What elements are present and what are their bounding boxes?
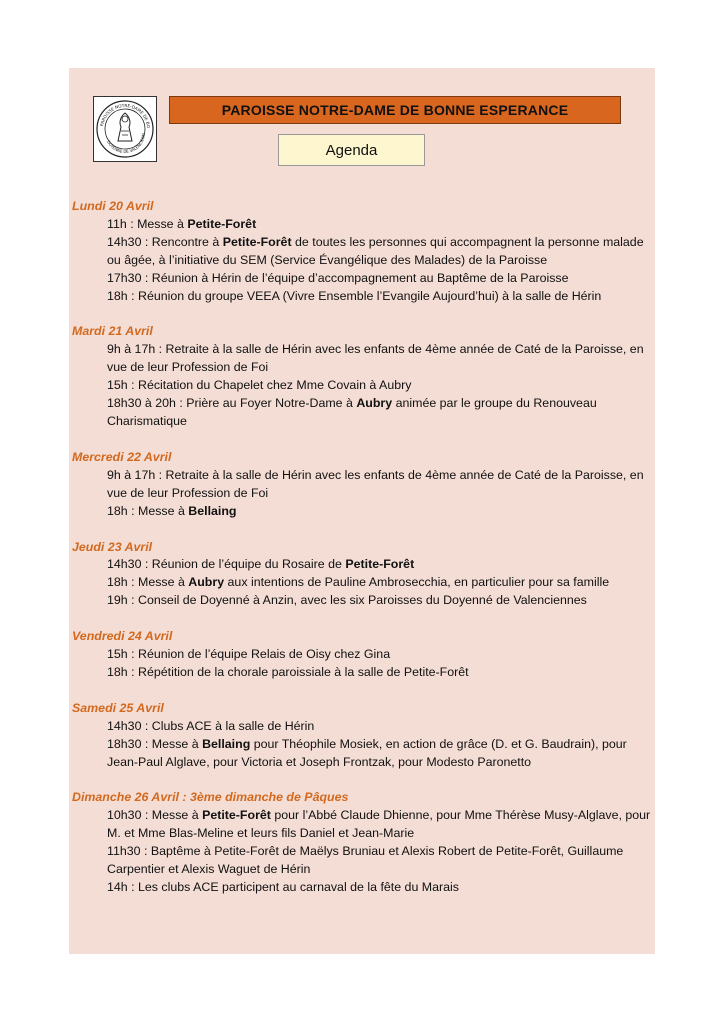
- day-label: Mardi 21 Avril: [72, 324, 153, 339]
- entry-text: 18h30 à 20h : Prière au Foyer Notre-Dame à: [107, 396, 357, 411]
- day-block: [72, 789, 652, 896]
- day-block: [72, 449, 652, 521]
- day-label: Lundi 20 Avril: [72, 199, 154, 213]
- entry-text: 18h : Répétition de la chorale paroissiale à la salle de Petite-Forêt: [107, 664, 469, 679]
- entry-place: Petite-Forêt: [222, 234, 292, 249]
- day-label: Vendredi 24 Avril: [72, 629, 173, 644]
- entry-text-rest: animée par le groupe du Renouveau Charismatique: [107, 396, 597, 428]
- entry-place: Petite-Forêt: [187, 216, 257, 231]
- entry-place: Bellaing: [188, 503, 237, 518]
- entry-text: 9h à 17h : Retraite à la salle de Hérin avec les enfants de 4ème année de Caté de la Paroisse, en vue de leur Profession de Foi: [107, 467, 644, 500]
- agenda-entry: [72, 592, 652, 610]
- day-spacer: [72, 305, 652, 323]
- day-block: [72, 628, 652, 682]
- agenda-entry: [72, 467, 652, 503]
- agenda-entry: [72, 807, 652, 843]
- agenda-entry: [72, 234, 652, 270]
- svg-text:PAROISSE NOTRE-DAME DE BONNE E: PAROISSE NOTRE-DAME DE BO: [99, 102, 152, 129]
- day-label: Samedi 25 Avril: [72, 700, 164, 715]
- svg-text:DOYENNÉ DE VALENCIENNES: DOYENNÉ DE VALENCIENN: [105, 132, 147, 155]
- entry-text: 15h : Récitation du Chapelet chez Mme Covain à Aubry: [107, 378, 412, 393]
- entry-text: 14h30 : Clubs ACE à la salle de Hérin: [107, 718, 315, 733]
- agenda-entry: [72, 341, 652, 377]
- agenda-entry: [72, 503, 652, 521]
- entry-text-rest: pour l’Abbé Claude Dhienne, pour Mme Thérèse Musy-Alglave, pour M. et Mme Blas-Meline et leurs fils Daniel et Jean-Marie: [107, 808, 651, 841]
- entry-text: 10h30 : Messe à: [107, 808, 203, 823]
- agenda-entry: [72, 664, 652, 682]
- agenda-entry: [72, 574, 652, 592]
- entry-text: 14h30 : Réunion de l’équipe du Rosaire de: [107, 557, 346, 572]
- day-block: [72, 323, 652, 430]
- day-block: [72, 700, 652, 772]
- agenda-entry: [72, 879, 652, 897]
- agenda-list: [72, 198, 652, 897]
- entry-text: 18h30 : Messe à: [107, 736, 203, 751]
- day-spacer: [72, 771, 652, 789]
- day-block: [72, 539, 652, 611]
- entry-place: Aubry: [188, 575, 225, 590]
- entry-place: Bellaing: [202, 736, 251, 751]
- agenda-entry: [72, 556, 652, 574]
- entry-text: 18h : Messe à: [107, 503, 189, 518]
- agenda-heading: Agenda: [278, 134, 425, 166]
- day-spacer: [72, 521, 652, 539]
- entry-text-rest: aux intentions de Pauline Ambrosecchia, en particulier pour sa famille: [224, 575, 610, 590]
- agenda-entry: [72, 216, 652, 234]
- entry-text: 17h30 : Réunion à Hérin de l’équipe d’accompagnement au Baptême de la Paroisse: [107, 270, 569, 285]
- agenda-entry: [72, 377, 652, 395]
- agenda-entry: [72, 395, 652, 431]
- entry-place: Petite-Forêt: [345, 557, 415, 572]
- agenda-entry: [72, 843, 652, 879]
- parish-logo: [93, 96, 157, 162]
- day-spacer: [72, 431, 652, 449]
- day-label: Dimanche 26 Avril : 3ème dimanche de Pâques: [72, 790, 349, 805]
- agenda-entry: [72, 270, 652, 288]
- agenda-entry: [72, 736, 652, 772]
- entry-text: 14h30 : Rencontre à: [107, 234, 223, 249]
- agenda-entry: [72, 288, 652, 306]
- entry-text-rest: de toutes les personnes qui accompagnent la personne malade ou âgée, à l’initiative du SEM (Service Évangélique des Malades) de la Paroisse: [107, 234, 644, 267]
- day-label: Jeudi 23 Avril: [72, 539, 153, 554]
- parish-seal-icon: [94, 97, 156, 161]
- day-spacer: [72, 682, 652, 700]
- parish-title: PAROISSE NOTRE-DAME DE BONNE ESPERANCE: [169, 96, 621, 124]
- entry-text: 15h : Réunion de l’équipe Relais de Oisy chez Gina: [107, 647, 391, 662]
- entry-text: 11h : Messe à: [107, 216, 188, 231]
- agenda-page: [69, 68, 655, 954]
- agenda-entry: [72, 718, 652, 736]
- entry-text: 19h : Conseil de Doyenné à Anzin, avec les six Paroisses du Doyenné de Valenciennes: [107, 593, 587, 608]
- entry-place: Petite-Forêt: [202, 808, 271, 823]
- day-block: [72, 198, 652, 305]
- agenda-entry: [72, 646, 652, 664]
- day-spacer: [72, 610, 652, 628]
- entry-text: 18h : Messe à: [107, 575, 189, 590]
- entry-text: 11h30 : Baptême à Petite-Forêt de Maëlys Bruniau et Alexis Robert de Petite-Forêt, Guillaume Carpentier et Alexis Waguet de Hérin: [107, 844, 624, 877]
- entry-place: Aubry: [356, 396, 393, 411]
- entry-text: 9h à 17h : Retraite à la salle de Hérin avec les enfants de 4ème année de Caté de la Paroisse, en vue de leur Profession de Foi: [107, 342, 644, 375]
- entry-text: 14h : Les clubs ACE participent au carnaval de la fête du Marais: [107, 880, 459, 894]
- day-label: Mercredi 22 Avril: [72, 449, 172, 464]
- entry-text: 18h : Réunion du groupe VEEA (Vivre Ensemble l’Evangile Aujourd’hui) à la salle de Hérin: [107, 288, 602, 303]
- entry-text-rest: pour Théophile Mosiek, en action de grâce (D. et G. Baudrain), pour Jean-Paul Alglave, pour Victoria et Joseph Frontzak, pour Modesto Paronetto: [107, 736, 627, 769]
